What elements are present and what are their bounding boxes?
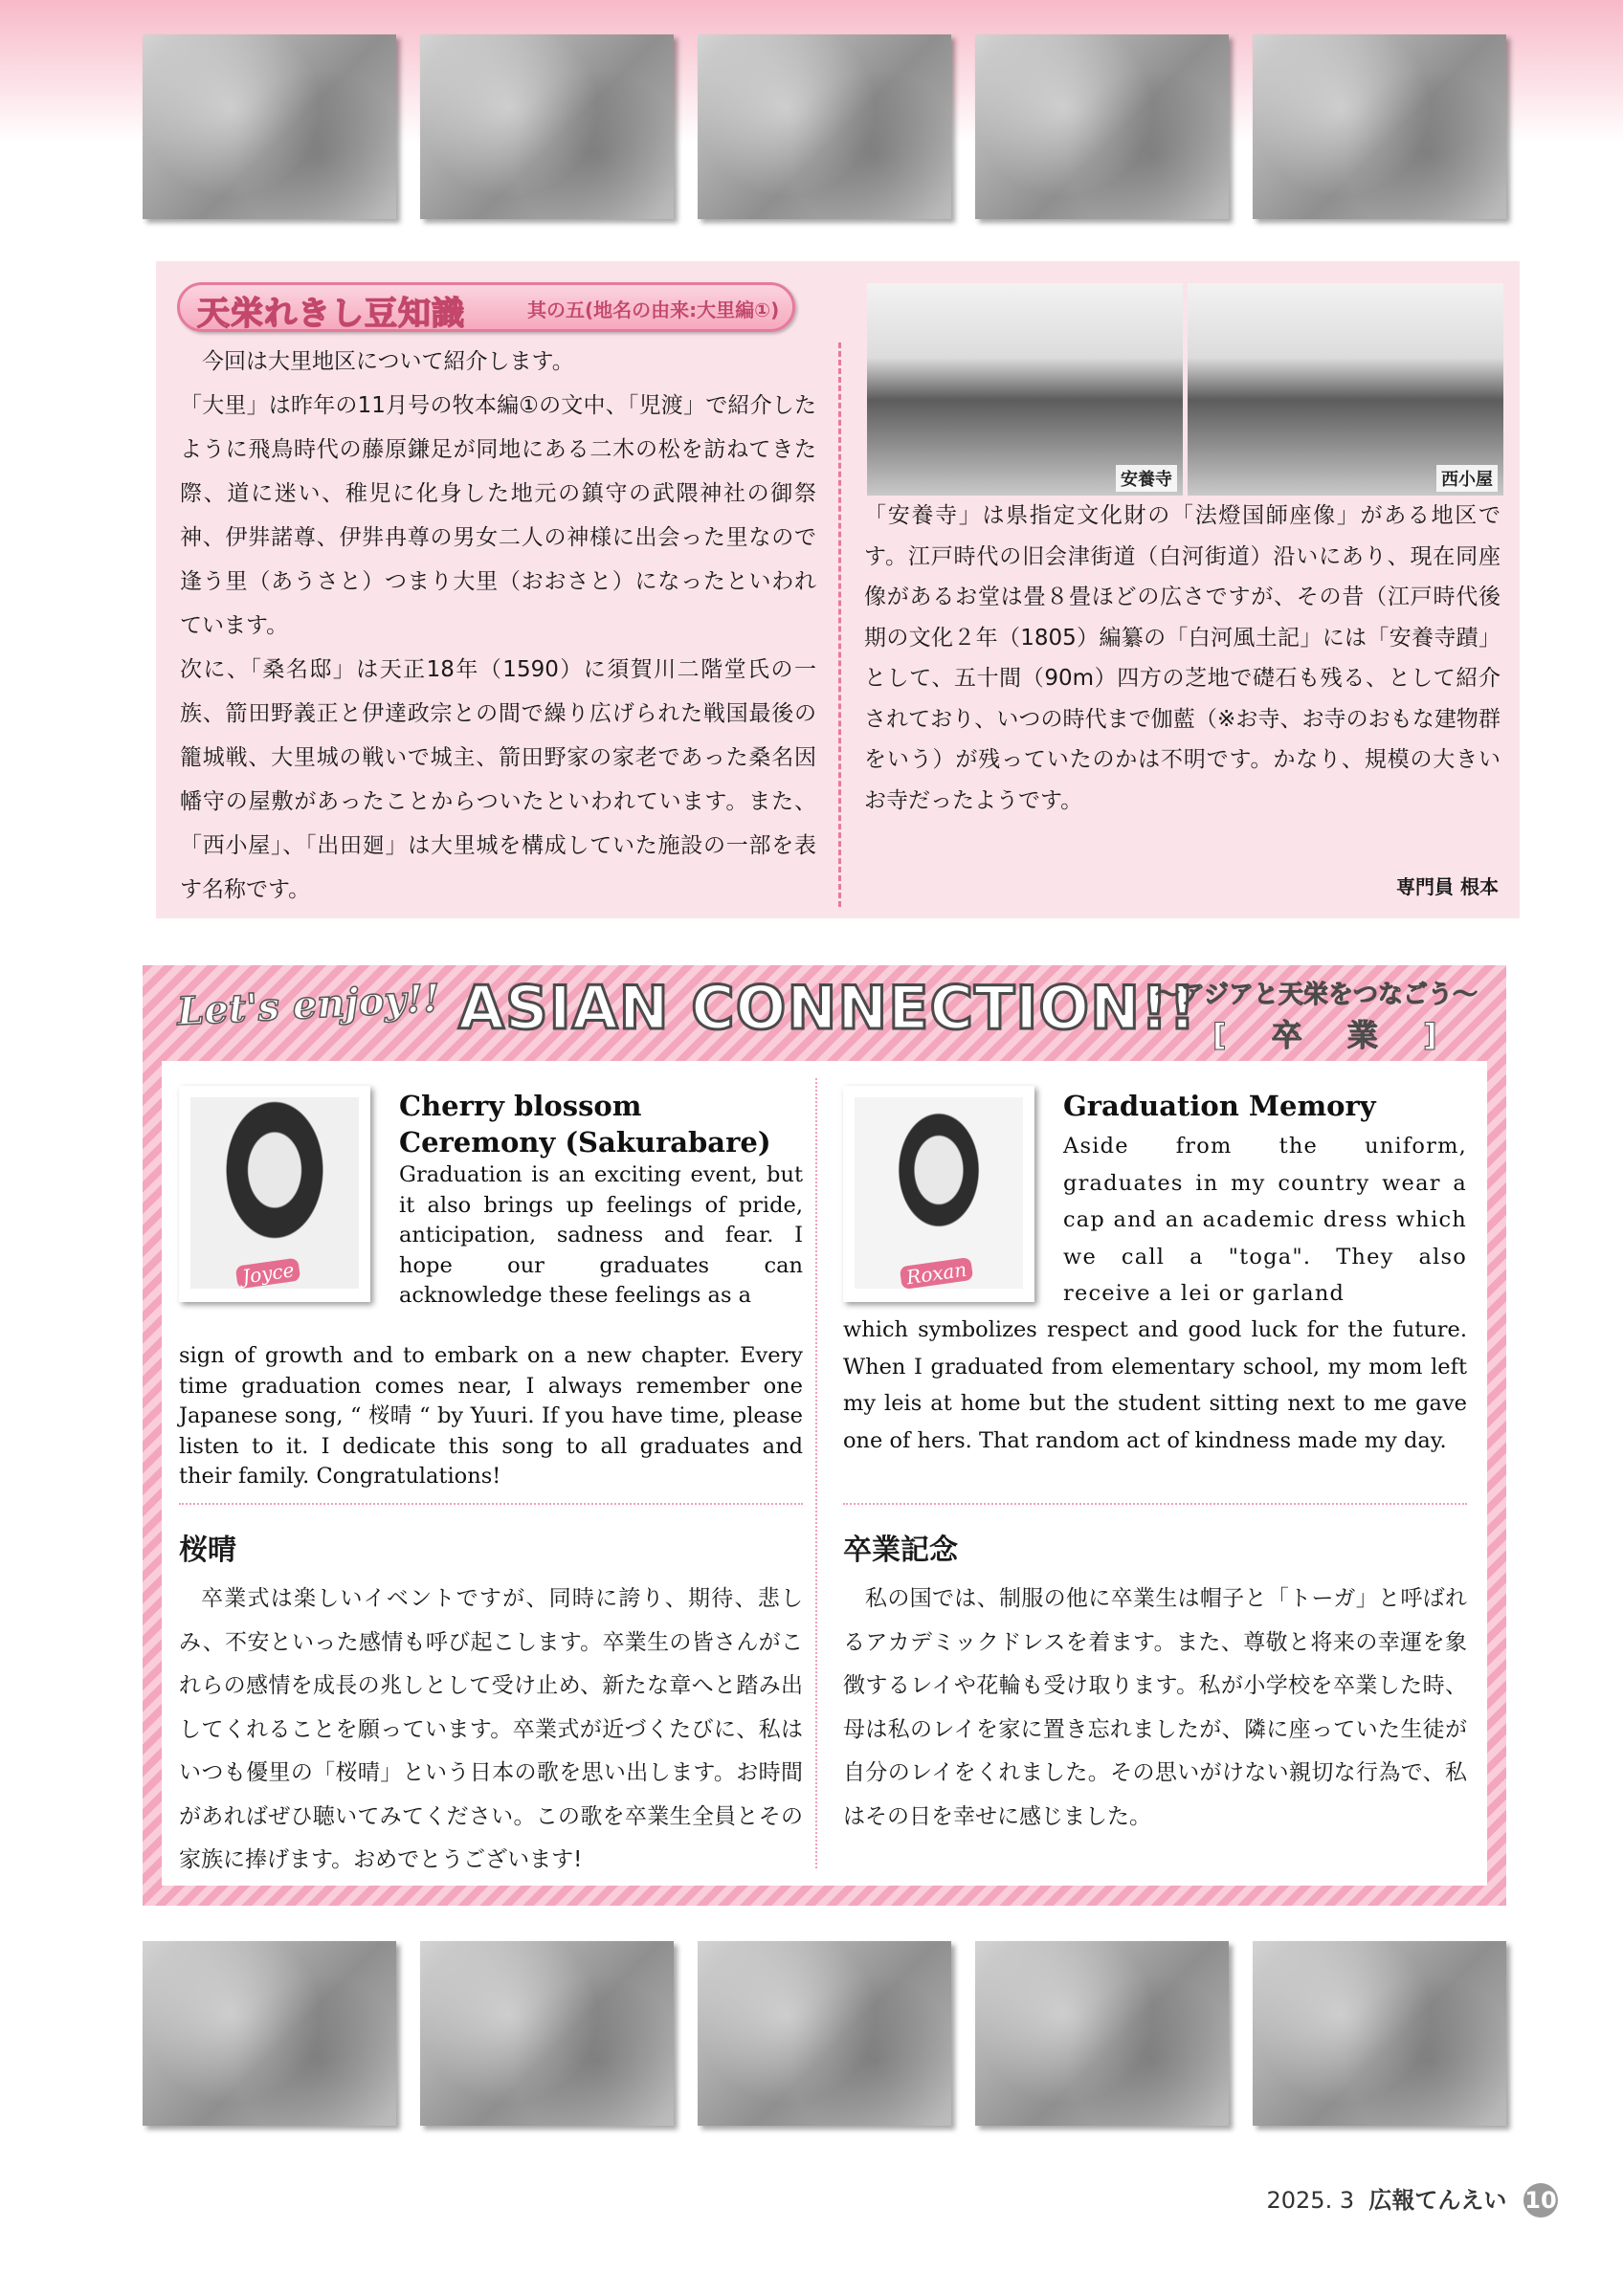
portrait-joyce xyxy=(179,1086,370,1302)
history-subtitle: 其の五(地名の由来:大里編①) xyxy=(527,298,780,321)
history-paragraph: 今回は大里地区について紹介します。 xyxy=(202,349,574,374)
history-title: 天栄れきし豆知識 xyxy=(197,295,465,333)
japanese-body: 卒業式は楽しいイベントですが、同時に誇り、期待、悲しみ、不安といった感情も呼び起こします。卒業生の皆さんがこれらの感情を成長の兆しとして受け止め、新たな章へと踏み出してくれることを願っています。卒業式が近づくたびに、私はいつも優里の「桜晴」という日本の歌を思い出します。お時間があればぜひ聴いてみてください。この歌を卒業生全員とその家族に捧げます。おめでとうございます! xyxy=(179,1586,803,1872)
staff-signature: 専門員 根本 xyxy=(1396,875,1499,898)
history-section xyxy=(156,261,1520,918)
photo-children-crowns xyxy=(143,34,396,219)
history-paragraph: 次に、「桑名邸」は天正18年（1590）に須賀川二階堂氏の一族、箭田野義正と伊達政宗との間で繰り広げられた戦国最後の籠城戦、大里城の戦いで城主、箭田野家の家老であった桑名因幡守の屋敷があったことからついたといわれています。また、「西小屋」、「出田廻」は大里城を構成していた施設の一部を表す名称です。 xyxy=(180,657,816,902)
section-divider xyxy=(843,1503,1467,1505)
page-footer xyxy=(1266,2181,1558,2218)
english-body: Aside from the uniform, graduates in my country wear a cap and an academic dress which we call a "toga". They also receive a lei or garland xyxy=(1063,1134,1467,1306)
photo-gym-activity xyxy=(143,1941,396,2126)
japanese-title: 卒業記念 xyxy=(843,1534,958,1567)
photo-children-snow xyxy=(698,34,951,219)
publication-name: 広報てんえい xyxy=(1368,2187,1507,2214)
photo-kids-snow xyxy=(1253,1941,1506,2126)
column-divider xyxy=(815,1078,817,1868)
photo-caption: 西小屋 xyxy=(1436,465,1498,492)
asian-content-panel xyxy=(162,1061,1487,1886)
history-paragraph: 「安養寺」は県指定文化財の「法燈国師座像」がある地区です。江戸時代の旧会津街道（白河街道）沿いにあり、現在同座像があるお堂は畳８畳ほどの広さですが、その昔（江戸時代後期の文化２年（1805）編纂の「白河風土記」には「安養寺蹟」として、五十間（90m）四方の芝地で礎石も残る、として紹介されており、いつの時代まで伽藍（※お寺、お寺のおもな建物群をいう）が残っていたのかは不明です。かなり、規模の大きいお寺だったようです。 xyxy=(864,503,1501,813)
history-paragraph: 「大里」は昨年の11月号の牧本編①の文中、「児渡」で紹介したように飛鳥時代の藤原鎌足が同地にある二木の松を訪ねてきた際、道に迷い、稚児に化身した地元の鎮守の武隈神社の御祭神、伊弉諾尊、伊弉冉尊の男女二人の神様に出会った里なので逢う里（あうさと）つまり大里（おおさと）になったといわれています。 xyxy=(180,393,816,638)
photo-toddler xyxy=(420,34,674,219)
asian-connection-section xyxy=(143,965,1506,1906)
japanese-body: 私の国では、制服の他に卒業生は帽子と「トーガ」と呼ばれるアカデミックドレスを着ます。また、尊敬と将来の幸運を象徴するレイや花輪も受け取ります。私が小学校を卒業した時、母は私のレイを家に置き忘れましたが、隣に座っていた生徒が自分のレイをくれました。その思いがけない親切な行為で、私はその日を幸せに感じました。 xyxy=(843,1586,1467,1829)
portrait-image xyxy=(855,1097,1023,1289)
english-title: Graduation Memory xyxy=(1063,1090,1376,1122)
photo-nishikoya xyxy=(1188,283,1503,496)
asian-connection-title: ASIAN CONNECTION!! xyxy=(458,973,1197,1043)
page-number: 10 xyxy=(1523,2183,1558,2218)
japanese-title: 桜晴 xyxy=(179,1534,236,1567)
column-joyce xyxy=(179,1061,803,1886)
history-divider xyxy=(838,342,841,907)
history-right-text xyxy=(864,496,1501,821)
asian-connection-subtitle: ～アジアと天栄をつなごう～ xyxy=(1155,981,1478,1009)
history-title-banner xyxy=(177,282,795,332)
photo-group-event xyxy=(420,1941,674,2126)
photo-classroom-party xyxy=(1253,34,1506,219)
section-divider xyxy=(179,1503,803,1505)
history-left-text xyxy=(180,340,816,912)
theme-label: [ 卒 業 ] xyxy=(1212,1017,1455,1053)
english-body: Graduation is an exciting event, but it also brings up feelings of pride, anticipation, sadness and fear. I hope our graduates can acknowledge these feelings as a xyxy=(399,1162,803,1308)
issue-date: 2025. 3 xyxy=(1266,2187,1355,2214)
name-tag: Roxan xyxy=(900,1257,974,1290)
english-title: Cherry blossom Ceremony (Sakurabare) xyxy=(399,1090,771,1159)
photo-anyouji xyxy=(867,283,1183,496)
english-body-continued: sign of growth and to embark on a new chapter. Every time graduation comes near, I always remember one Japanese song, “ 桜晴 “ by Yuuri. If you have time, please listen to it. I dedicate this song to all graduates and their family. Congratulations! xyxy=(179,1343,803,1489)
name-tag: Joyce xyxy=(235,1257,301,1289)
photo-caption: 安養寺 xyxy=(1116,465,1177,492)
english-body-continued: which symbolizes respect and good luck for the future. When I graduated from elementary school, my mom left my leis at home but the student sitting next to me gave one of hers. That random act of kindness made my day. xyxy=(843,1317,1467,1453)
photo-girl-flower-crown xyxy=(975,34,1229,219)
photo-child-costume xyxy=(698,1941,951,2126)
lets-enjoy-label: Let's enjoy!! xyxy=(175,975,441,1035)
portrait-roxan xyxy=(843,1086,1034,1302)
column-roxan xyxy=(843,1061,1467,1886)
photo-photo-booth xyxy=(975,1941,1229,2126)
